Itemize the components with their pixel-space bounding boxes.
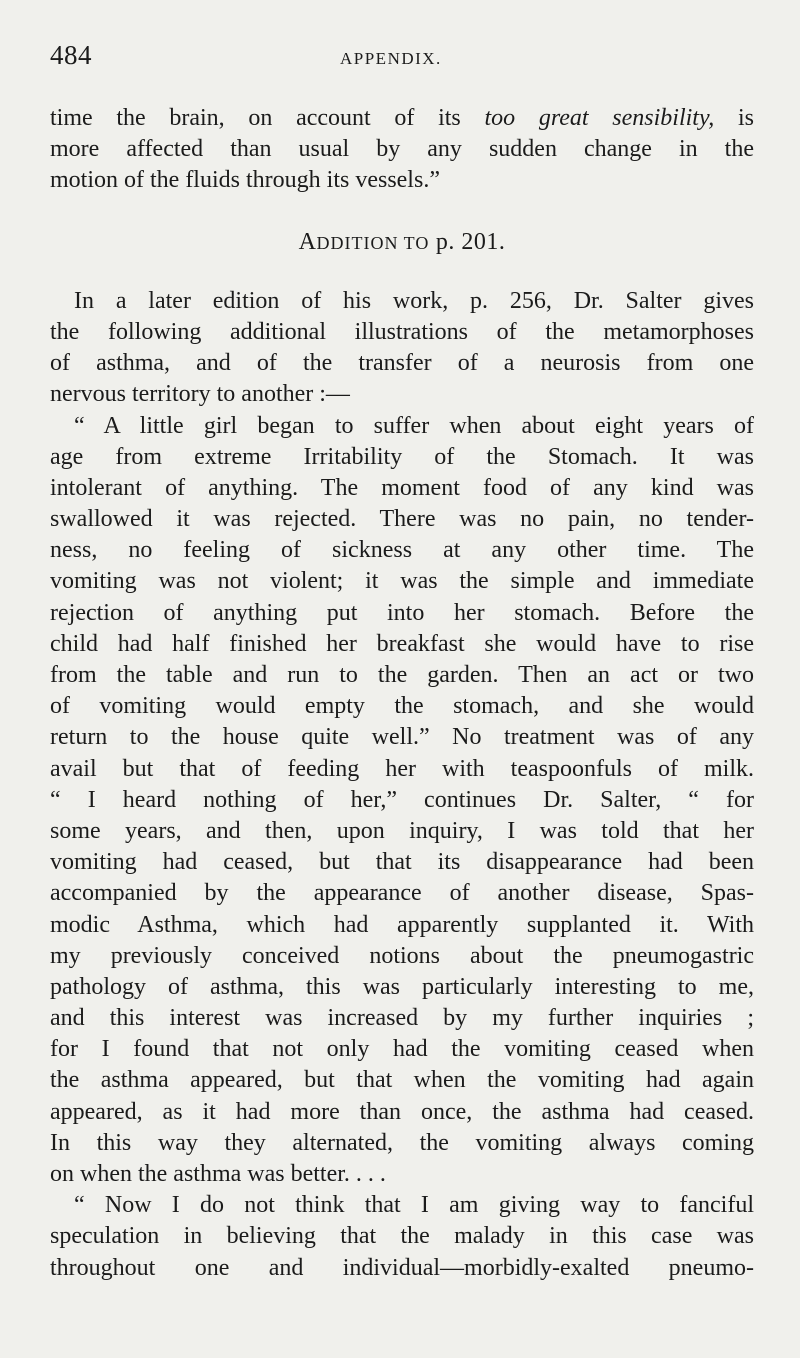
text-line: the asthma appeared, but that when the vomiting had again — [50, 1067, 754, 1094]
text-span: is — [714, 105, 754, 131]
text-line: vomiting had ceased, but that its disappearance had been — [50, 849, 754, 876]
heading-small-caps: DDITION TO — [316, 232, 430, 253]
text-line: “ A little girl began to suffer when about eight years of — [74, 412, 754, 439]
text-span: time the brain, on account of its — [50, 105, 485, 131]
text-line: for I found that not only had the vomiting ceased when — [50, 1036, 754, 1063]
text-line: age from extreme Irritability of the Stomach. It was — [50, 443, 754, 470]
text-line: rejection of anything put into her stomach. Before the — [50, 599, 754, 626]
italic-span: too great sensibility, — [484, 105, 715, 131]
text-line: swallowed it was rejected. There was no pain, no tender- — [50, 506, 754, 533]
text-line: child had half finished her breakfast she would have to rise — [50, 630, 754, 657]
text-line: avail but that of feeding her with teaspoonfuls of milk. — [50, 755, 754, 782]
section-heading — [50, 227, 754, 258]
text-line: “ Now I do not think that I am giving way to fanciful — [74, 1192, 754, 1219]
text-line: my previously conceived notions about the pneumogastric — [50, 942, 754, 969]
text-line: pathology of asthma, this was particularly interesting to me, — [50, 973, 754, 1000]
text-line: modic Asthma, which had apparently supplanted it. With — [50, 911, 754, 938]
text-line: nervous territory to another :— — [50, 381, 350, 408]
text-line: vomiting was not violent; it was the simple and immediate — [50, 568, 754, 595]
text-line: the following additional illustrations of the metamorphoses — [50, 318, 754, 345]
text-line: accompanied by the appearance of another disease, Spas- — [50, 880, 754, 907]
text-line: appeared, as it had more than once, the asthma had ceased. — [50, 1098, 754, 1125]
text-line: more affected than usual by any sudden change in the — [50, 136, 754, 163]
text-line: return to the house quite well.” No treatment was of any — [50, 724, 754, 751]
body-text — [50, 103, 754, 1284]
text-line: speculation in believing that the malady in this case was — [50, 1223, 754, 1250]
text-line: In a later edition of his work, p. 256, Dr. Salter gives — [74, 287, 754, 314]
heading-rest: p. 201. — [429, 228, 506, 255]
text-line: and this interest was increased by my further inquiries ; — [50, 1005, 754, 1032]
text-line: on when the asthma was better. . . . — [50, 1161, 386, 1187]
text-line: motion of the fluids through its vessels.” — [50, 167, 440, 194]
text-line: “ I heard nothing of her,” continues Dr. Salter, “ for — [50, 786, 754, 813]
running-head — [50, 40, 754, 80]
text-line: from the table and run to the garden. Then an act or two — [50, 662, 754, 688]
text-line: intolerant of anything. The moment food of any kind was — [50, 474, 754, 501]
text-line: In this way they alternated, the vomiting always coming — [50, 1129, 754, 1156]
text-line: some years, and then, upon inquiry, I was told that her — [50, 817, 754, 844]
text-line: throughout one and individual—morbidly-exalted pneumo- — [50, 1254, 754, 1281]
running-title: APPENDIX. — [340, 49, 442, 68]
heading-cap: A — [298, 228, 317, 255]
text-line: ness, no feeling of sickness at any other time. The — [50, 537, 754, 564]
text-line: of vomiting would empty the stomach, and she would — [50, 693, 754, 720]
text-line: of asthma, and of the transfer of a neurosis from one — [50, 350, 754, 377]
page-number: 484 — [50, 40, 92, 70]
text-line — [50, 103, 754, 134]
